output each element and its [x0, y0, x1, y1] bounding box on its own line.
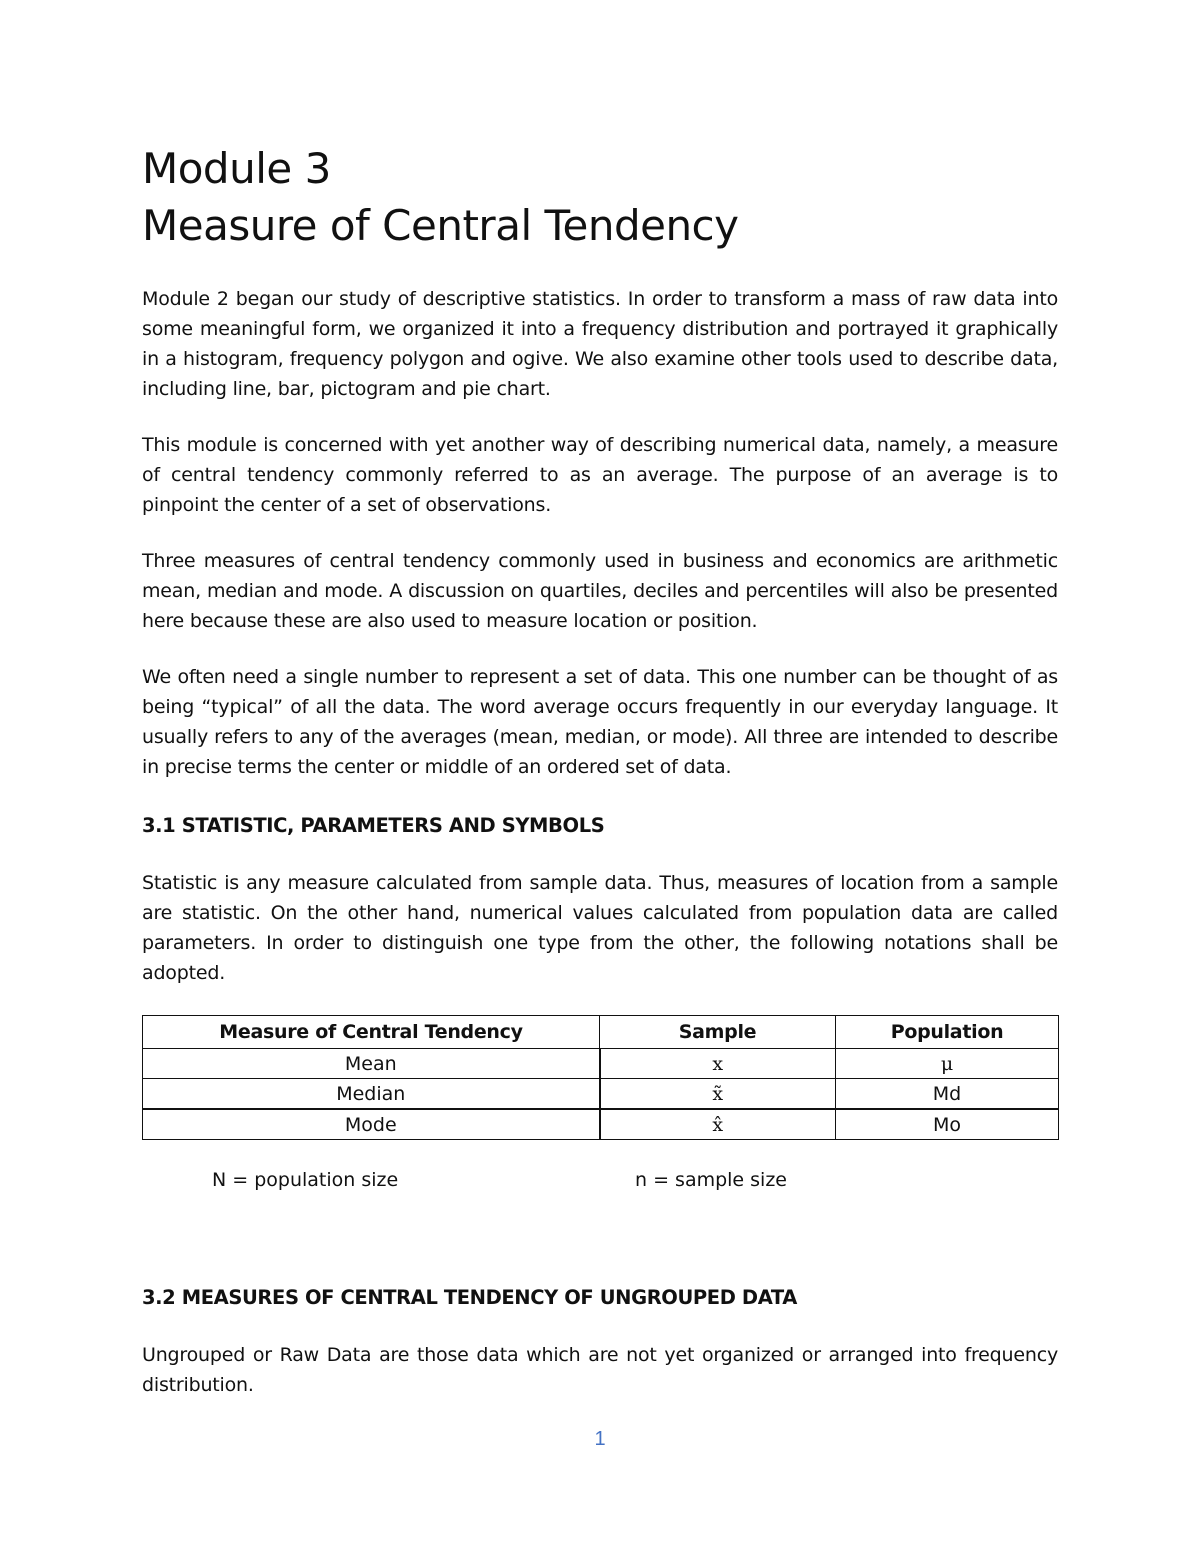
table-cell-measure: Mean	[143, 1049, 600, 1079]
notation-table	[142, 1015, 1059, 1140]
table-cell-sample: x	[600, 1049, 836, 1079]
paragraph-single-number: We often need a single number to represent a set of data. This one number can be thought of as being “typical” of all the data. The word average occurs frequently in our everyday language. It usually refers to any of the averages (mean, median, or mode). All three are intended to describe in precise terms the center or middle of an ordered set of data.	[142, 666, 1058, 778]
paragraph-intro: Module 2 began our study of descriptive statistics. In order to transform a mass of raw data into some meaningful form, we organized it into a frequency distribution and portrayed it graphically in a histogram, frequency polygon and ogive. We also examine other tools used to describe data, including line, bar, pictogram and pie chart.	[142, 288, 1058, 400]
title-line-1: Module 3	[142, 144, 331, 193]
table-header-population: Population	[836, 1016, 1059, 1049]
table-header-sample: Sample	[600, 1016, 836, 1049]
paragraph-ungrouped: Ungrouped or Raw Data are those data which are not yet organized or arranged into frequency distribution.	[142, 1344, 1058, 1396]
table-row	[143, 1079, 1059, 1110]
page-number: 1	[594, 1428, 606, 1450]
module-title	[142, 140, 1058, 254]
table-header-row	[143, 1016, 1059, 1049]
sample-size-note: n = sample size	[635, 1169, 787, 1191]
table-cell-population: Mo	[836, 1109, 1059, 1140]
section-heading-3-2: 3.2 MEASURES OF CENTRAL TENDENCY OF UNGROUPED DATA	[142, 1286, 797, 1309]
paragraph-three-measures: Three measures of central tendency commonly used in business and economics are arithmetic mean, median and mode. A discussion on quartiles, deciles and percentiles will also be presented here because these are also used to measure location or position.	[142, 550, 1058, 632]
title-line-2: Measure of Central Tendency	[142, 201, 739, 250]
size-notes	[142, 1169, 1058, 1199]
table-cell-population: Md	[836, 1079, 1059, 1110]
table-row	[143, 1049, 1059, 1079]
table-header-measure: Measure of Central Tendency	[143, 1016, 600, 1049]
paragraph-module-concern: This module is concerned with yet another way of describing numerical data, namely, a measure of central tendency commonly referred to as an average. The purpose of an average is to pinpoint the center of a set of observations.	[142, 434, 1058, 516]
population-size-note: N = population size	[212, 1169, 399, 1191]
document-page	[142, 140, 1058, 1400]
table-row	[143, 1109, 1059, 1140]
table-cell-population: μ	[836, 1049, 1059, 1079]
paragraph-statistic: Statistic is any measure calculated from sample data. Thus, measures of location from a sample are statistic. On the other hand, numerical values calculated from population data are called parameters. In order to distinguish one type from the other, the following notations shall be adopted.	[142, 872, 1058, 984]
table-cell-sample: x̂	[600, 1109, 836, 1140]
section-heading-3-1: 3.1 STATISTIC, PARAMETERS AND SYMBOLS	[142, 814, 605, 837]
table-cell-measure: Median	[143, 1079, 600, 1110]
table-cell-sample: x̃	[600, 1079, 836, 1110]
table-cell-measure: Mode	[143, 1109, 600, 1140]
